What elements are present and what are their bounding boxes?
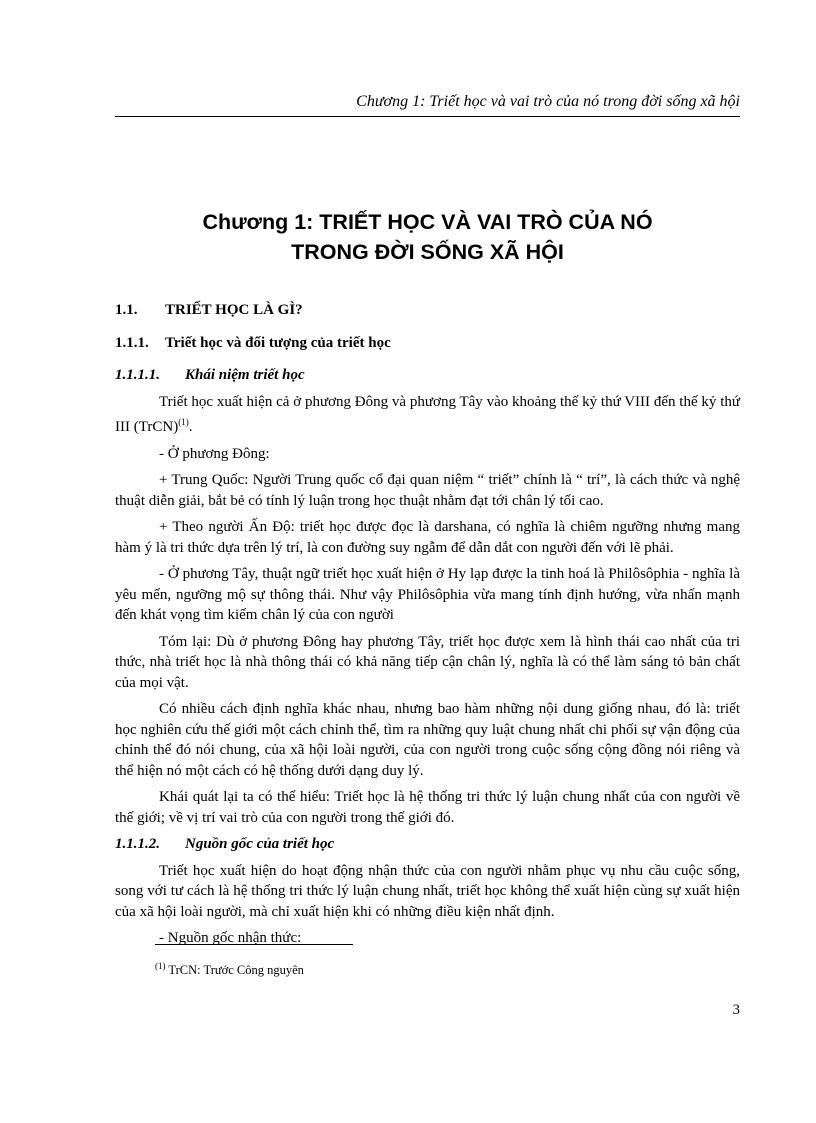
section-heading-1-1 — [115, 300, 740, 321]
section-heading-1-1-1-1 — [115, 365, 740, 386]
paragraph: Triết học xuất hiện do hoạt động nhận thức của con người nhằm phục vụ nhu cầu cuộc sống, song với tư cách là hệ thống tri thức lý luận chung nhất, triết học không thể xuất hiện cùng sự xuất hiện của xã hội loài người, mà chỉ xuất hiện khi có những điều kiện nhất định. — [115, 862, 740, 920]
paragraph: - Nguồn gốc nhận thức: — [159, 930, 302, 946]
paragraph: Triết học xuất hiện cả ở phương Đông và phương Tây vào khoảng thế kỷ thứ VIII đến thế kỷ thứ III (TrCN)$^{(1)}$. — [115, 393, 740, 435]
section-number: 1.1.1.1. — [115, 367, 160, 383]
section-title: Nguồn gốc của triết học — [185, 836, 335, 852]
footnote-marker: (1) — [155, 961, 166, 971]
section-heading-1-1-1 — [115, 333, 740, 354]
footnote — [155, 961, 304, 978]
paragraph: Khái quát lại ta có thể hiểu: Triết học là hệ thống tri thức lý luận chung nhất của con người về thế giới; về vị trí vai trò của con người trong thế giới đó. — [115, 789, 740, 826]
paragraph: + Theo người Ấn Độ: triết học được đọc là darshana, có nghĩa là chiêm ngưỡng nhưng mang hàm ý là tri thức dựa trên lý trí, là con đường suy ngẫm để dẫn dắt con người đến với lẽ phải. — [115, 519, 740, 556]
page-number: 3 — [732, 1002, 740, 1018]
footnote-ref: (1) — [178, 417, 189, 427]
section-number: 1.1.1. — [115, 334, 149, 351]
footnote-rule — [155, 944, 353, 945]
section-title: Triết học và đối tượng của triết học — [165, 334, 391, 351]
footnote-text: TrCN: Trước Công nguyên — [165, 963, 304, 978]
section-title: Khái niệm triết học — [185, 367, 305, 383]
running-header: Chương 1: Triết học và vai trò của nó trong đời sống xã hội — [356, 93, 740, 110]
section-title: TRIẾT HỌC LÀ GÌ? — [165, 302, 303, 318]
chapter-title-line-1: Chương 1: TRIẾT HỌC VÀ VAI TRÒ CỦA NÓ — [202, 210, 653, 234]
paragraph: + Trung Quốc: Người Trung quốc cổ đại quan niệm “ triết” chính là “ trí”, là cách thức và nghệ thuật diễn giải, bắt bẻ có tính lý luận trong học thuật nhằm đạt tới chân lý tối cao. — [115, 472, 740, 509]
header-rule — [115, 116, 740, 117]
paragraph: Tóm lại: Dù ở phương Đông hay phương Tây, triết học được xem là hình thái cao nhất của tri thức, nhà triết học là nhà thông thái có khả năng tiếp cận chân lý, nghĩa là có thể làm sáng tỏ bản chất của mọi vật. — [115, 633, 740, 691]
body-content — [115, 300, 740, 955]
section-number: 1.1.1.2. — [115, 836, 160, 852]
paragraph: - Ở phương Tây, thuật ngữ triết học xuất hiện ở Hy lạp được la tinh hoá là Philôsôphia - nghĩa là yêu mến, ngưỡng mộ sự thông thái. Như vậy Philôsôphia vừa mang tính định hướng, vừa nhấn mạnh đến khát vọng tìm kiếm chân lý của con người — [115, 566, 740, 623]
chapter-title — [115, 207, 740, 267]
section-number: 1.1. — [115, 302, 138, 318]
paragraph: Có nhiều cách định nghĩa khác nhau, nhưng bao hàm những nội dung giống nhau, đó là: triết học nghiên cứu thế giới một cách chỉnh thể, tìm ra những quy luật chung nhất chi phối sự vận động của chỉnh thể đó nói chung, của xã hội loài người, của con người trong cuộc sống cộng đồng nói riêng và thể hiện nó một cách có hệ thống dưới dạng duy lý. — [115, 701, 740, 779]
chapter-title-line-2: TRONG ĐỜI SỐNG XÃ HỘI — [291, 240, 564, 264]
paragraph: - Ở phương Đông: — [159, 445, 270, 462]
section-heading-1-1-1-2 — [115, 834, 740, 855]
